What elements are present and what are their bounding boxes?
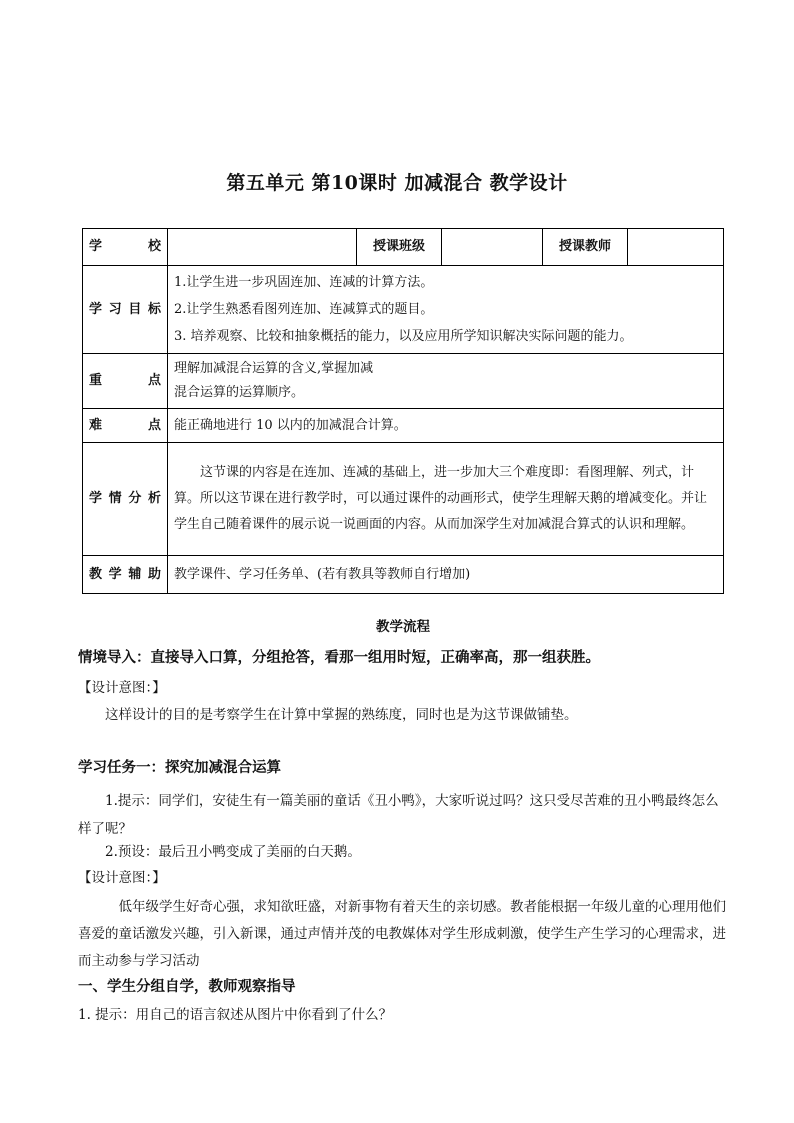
analysis-cell: 这节课的内容是在连加、连减的基础上，进一步加大三个难度即：看图理解、列式，计算。所以这节课在进行教学时，可以通过课件的动画形式，使学生理解天鹅的增减变化。并让学生自己随着课件的展示说一说画面的内容。从而加深学生对加减混合算式的认识和理解。 [168,443,724,556]
difficulty-label: 难 点 [83,409,168,443]
part1-heading: 一、学生分组自学，教师观察指导 [78,978,296,995]
page-title: 第五单元 第10课时 加减混合 教学设计 [226,172,568,194]
part1-item: 1. 提示：用自己的语言叙述从图片中你看到了什么？ [78,1007,393,1023]
difficulty-cell: 能正确地进行 10 以内的加减混合计算。 [168,409,724,443]
table-row [83,556,724,594]
key-point-line: 理解加减混合运算的含义,掌握加减 [174,361,374,376]
class-label: 授课班级 [357,229,442,266]
design-intent-label: 【设计意图：】 [78,870,166,886]
design-intent-text: 低年级学生好奇心强，求知欲旺盛，对新事物有着天生的亲切感。教者能根据一年级儿童的心理用他们喜爱的童话激发兴趣，引入新课，通过声情并茂的电教媒体对学生形成刺激，使学生产生学习的心理需求，进而主动参与学习活动 [78,899,726,969]
design-intent-label: 【设计意图：】 [78,680,166,696]
goal-item: 3. 培养观察、比较和抽象概括的能力，以及应用所学知识解决实际问题的能力。 [174,329,633,344]
design-intent-text: 这样设计的目的是考察学生在计算中掌握的熟练度，同时也是为这节课做铺垫。 [105,707,578,723]
analysis-label: 学情分析 [83,443,168,556]
flow-title: 教学流程 [376,619,430,635]
school-value [168,229,357,266]
teacher-value [628,229,724,266]
goals-cell [168,266,724,354]
aids-cell: 教学课件、学习任务单、(若有教具等教师自行增加) [168,556,724,594]
task1-hint: 1.提示：同学们，安徒生有一篇美丽的童话《丑小鸭》，大家听说过吗？这只受尽苦难的丑小鸭最终怎么样了呢？ [78,793,719,837]
key-point-label: 重 点 [83,354,168,409]
teacher-label: 授课教师 [543,229,628,266]
school-label: 学 校 [83,229,168,266]
key-point-cell [168,354,724,409]
table-row [83,229,724,266]
key-point-line: 混合运算的运算顺序。 [174,385,305,400]
task1-preset: 2.预设：最后丑小鸭变成了美丽的白天鹅。 [105,844,361,860]
lesson-info-table [82,228,724,594]
goal-item: 1.让学生进一步巩固连加、连减的计算方法。 [174,275,434,290]
task1-heading: 学习任务一：探究加减混合运算 [78,759,281,776]
table-row [83,266,724,354]
class-value [442,229,543,266]
table-row [83,409,724,443]
goals-label: 学习目标 [83,266,168,354]
goal-item: 2.让学生熟悉看图列连加、连减算式的题目。 [174,302,434,317]
aids-label: 教学辅助 [83,556,168,594]
table-row [83,443,724,556]
table-row [83,354,724,409]
intro-heading: 情境导入：直接导入口算，分组抢答，看那一组用时短，正确率高，那一组获胜。 [78,649,600,666]
